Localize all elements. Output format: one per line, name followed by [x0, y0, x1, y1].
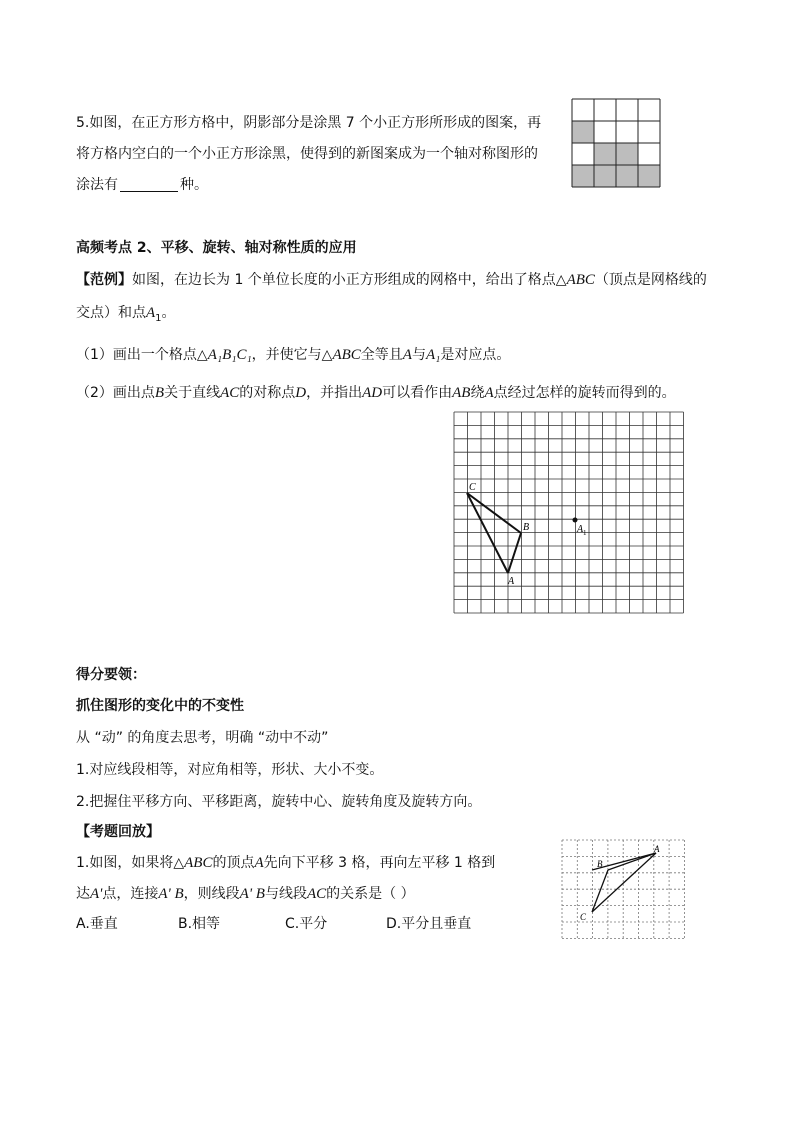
part-1-pre: （1）画出一个格点△	[76, 347, 208, 363]
point-d: D	[295, 385, 307, 401]
option-d[interactable]: D.平分且垂直	[386, 916, 472, 932]
shaded-cell	[572, 165, 594, 187]
section-heading: 高频考点 2、平移、旋转、轴对称性质的应用	[76, 240, 357, 256]
q1-triangle-abc: ABC	[184, 855, 213, 871]
segment-cb	[467, 493, 521, 533]
q5-line-3	[76, 175, 208, 195]
shaded-cell	[594, 165, 616, 187]
part-2-mid2: 的对称点	[239, 385, 296, 401]
dashed-grid-lines	[562, 840, 684, 938]
q1-label-b: B	[597, 859, 603, 869]
example-line-1	[76, 270, 707, 290]
q1-segment-apb-2: A' B	[239, 886, 265, 902]
example-grid-figure	[454, 412, 688, 614]
part-2-post: 点经过怎样的旋转而得到的。	[493, 385, 676, 401]
point-a: A	[402, 347, 412, 363]
label-a: A	[508, 576, 515, 587]
grid-lines	[454, 412, 684, 613]
point-b: B	[154, 385, 165, 401]
q1-segment-cb	[592, 870, 608, 912]
point-a1-ref: A₁	[425, 347, 441, 363]
q1-l2-post: 的关系是（ ）	[326, 886, 415, 902]
triangle-abc: ABC	[566, 272, 595, 288]
example-line-2-post: 。	[161, 305, 176, 321]
q1-segment-apb: A' B	[158, 886, 184, 902]
q5-line-3-post: 种。	[180, 177, 208, 193]
tips-subtitle: 抓住图形的变化中的不变性	[76, 698, 244, 714]
review-q1-line-1	[76, 853, 495, 873]
example-text: 如图，在边长为 1 个单位长度的小正方形组成的网格中，给出了格点△	[132, 272, 567, 288]
example-line-2	[76, 303, 176, 329]
tips-title: 得分要领：	[76, 667, 146, 683]
example-line-2-pre: 交点）和点	[76, 305, 146, 321]
tips-line-2: 1.对应线段相等，对应角相等，形状、大小不变。	[76, 762, 384, 778]
tips-line-3: 2.把握住平移方向、平移距离，旋转中心、旋转角度及旋转方向。	[76, 794, 482, 810]
point-a-rot: A	[484, 385, 494, 401]
q1-segment-ac: AC	[306, 886, 327, 902]
shaded-cell	[572, 121, 594, 143]
segment-ad: AD	[362, 385, 383, 401]
q1-l2-mid2: ，则线段	[183, 886, 240, 902]
option-b[interactable]: B.相等	[178, 916, 221, 932]
label-c: C	[469, 482, 476, 493]
q5-line-2: 将方格内空白的一个小正方形涂黑，使得到的新图案成为一个轴对称图形的	[76, 146, 538, 162]
tips-line-1: 从 “动” 的角度去思考，明确 “动中不动”	[76, 730, 329, 746]
shaded-cell	[616, 143, 638, 165]
q1-pre: 1.如图，如果将△	[76, 855, 185, 871]
q1-segment-ba-2	[608, 853, 656, 870]
q1-mid: 的顶点	[212, 855, 255, 871]
point-a1: A	[146, 305, 156, 321]
q5-line-3-pre: 涂法有	[76, 177, 118, 193]
part-2-mid5: 绕	[470, 385, 485, 401]
shaded-cell	[616, 165, 638, 187]
q1-l2-pre: 达	[76, 886, 90, 902]
label-a1-sub: 1	[583, 529, 587, 537]
part-2-pre: （2）画出点	[76, 385, 155, 401]
q1-post: 先向下平移 3 格，再向左平移 1 格到	[263, 855, 496, 871]
example-tag: 【范例】	[76, 272, 132, 288]
q1-point-a: A	[254, 855, 264, 871]
option-c[interactable]: C.平分	[285, 916, 328, 932]
part-1-mid3: 与	[411, 347, 426, 363]
shaded-cell	[638, 165, 660, 187]
review-title: 【考题回放】	[76, 824, 160, 840]
q1-l2-mid3: 与线段	[264, 886, 307, 902]
q1-label-c: C	[580, 912, 587, 922]
review-q1-line-2	[76, 884, 415, 904]
part-2-mid4: 可以看作由	[382, 385, 453, 401]
q1-label-a: A	[654, 844, 660, 854]
q1-l2-mid: 点，连接	[102, 886, 159, 902]
point-a1-dot	[573, 518, 578, 523]
segment-ab: AB	[452, 385, 471, 401]
q5-shaded-grid	[572, 99, 660, 187]
part-1	[76, 345, 510, 365]
q5-line-1: 5.如图，在正方形方格中，阴影部分是涂黑 7 个小正方形所形成的图案，再	[76, 115, 542, 131]
segment-ba	[508, 533, 521, 573]
q1-a-prime: A'	[90, 886, 103, 902]
triangle-abc-ref: ABC	[332, 347, 361, 363]
part-1-mid: ，并使它与△	[251, 347, 333, 363]
review-grid-figure	[562, 840, 686, 940]
part-2-mid1: 关于直线	[164, 385, 221, 401]
shaded-cell	[594, 143, 616, 165]
part-1-mid2: 全等且	[360, 347, 403, 363]
triangle-a1b1c1: A₁B₁C₁	[207, 347, 252, 363]
point-a1-sub: 1	[155, 312, 162, 324]
label-a1: A	[577, 524, 584, 535]
example-text-post: （顶点是网格线的	[594, 272, 707, 288]
part-1-post: 是对应点。	[440, 347, 511, 363]
part-2	[76, 383, 676, 403]
option-a[interactable]: A.垂直	[76, 916, 118, 932]
answer-blank[interactable]	[120, 177, 178, 192]
part-2-mid3: ，并指出	[306, 385, 363, 401]
line-ac: AC	[220, 385, 240, 401]
label-b: B	[523, 522, 530, 533]
